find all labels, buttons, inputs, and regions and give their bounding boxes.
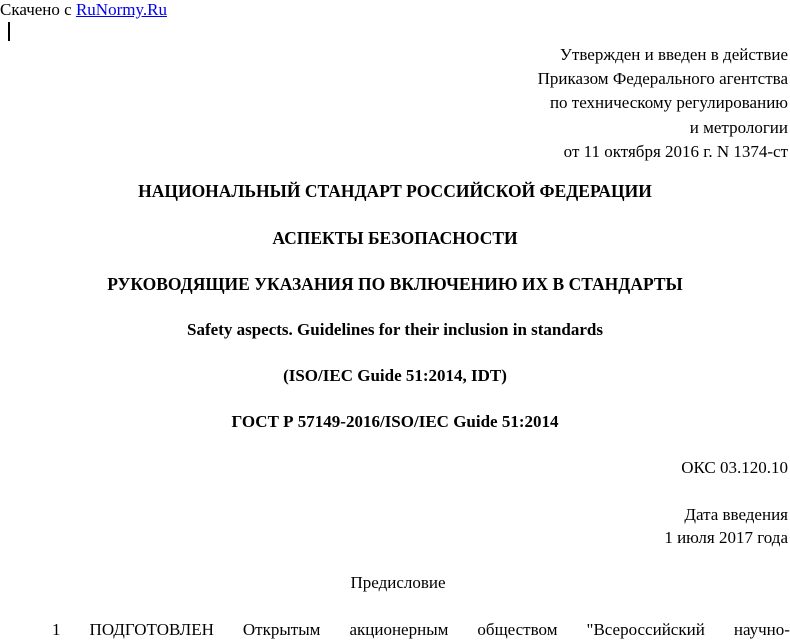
oks-code: ОКС 03.120.10	[681, 458, 788, 477]
paragraph-word: акционерным	[349, 620, 449, 639]
introduction-date-block	[664, 503, 788, 549]
download-source-line	[0, 0, 167, 20]
paragraph-word: обществом	[477, 620, 558, 639]
runormy-link[interactable]: RuNormy.Ru	[75, 0, 167, 19]
paragraph-word: 1	[52, 620, 61, 639]
preface-paragraph-1	[52, 619, 790, 641]
title-ru-line-1: АСПЕКТЫ БЕЗОПАСНОСТИ	[272, 228, 518, 248]
iso-reference: (ISO/IEC Guide 51:2014, IDT)	[283, 366, 507, 385]
text-cursor	[8, 22, 10, 41]
title-en: Safety aspects. Guidelines for their inclusion in standards	[187, 320, 603, 339]
approval-block	[368, 43, 788, 164]
national-standard-heading: НАЦИОНАЛЬНЫЙ СТАНДАРТ РОССИЙСКОЙ ФЕДЕРАЦИИ	[138, 181, 652, 201]
title-ru-line-2: РУКОВОДЯЩИЕ УКАЗАНИЯ ПО ВКЛЮЧЕНИЮ ИХ В СТАНДАРТЫ	[107, 274, 683, 294]
approval-line: и метрологии	[689, 117, 788, 137]
paragraph-word: Открытым	[242, 620, 321, 639]
approval-line: Утвержден и введен в действие	[559, 45, 788, 64]
introduction-date-label: Дата введения	[684, 505, 788, 524]
approval-line: Приказом Федерального агентства	[537, 69, 788, 89]
preface-title: Предисловие	[350, 573, 446, 592]
paragraph-word: "Всероссийский	[586, 620, 705, 639]
introduction-date-value: 1 июля 2017 года	[664, 528, 788, 547]
download-source-prefix: Скачено с	[0, 0, 76, 19]
approval-line: по техническому регулированию	[549, 93, 788, 113]
paragraph-word: научно-	[733, 620, 790, 639]
approval-line: от 11 октября 2016 г. N 1374-ст	[563, 141, 788, 161]
paragraph-word: ПОДГОТОВЛЕН	[89, 620, 214, 639]
gost-code: ГОСТ Р 57149-2016/ISO/IEC Guide 51:2014	[231, 412, 559, 431]
